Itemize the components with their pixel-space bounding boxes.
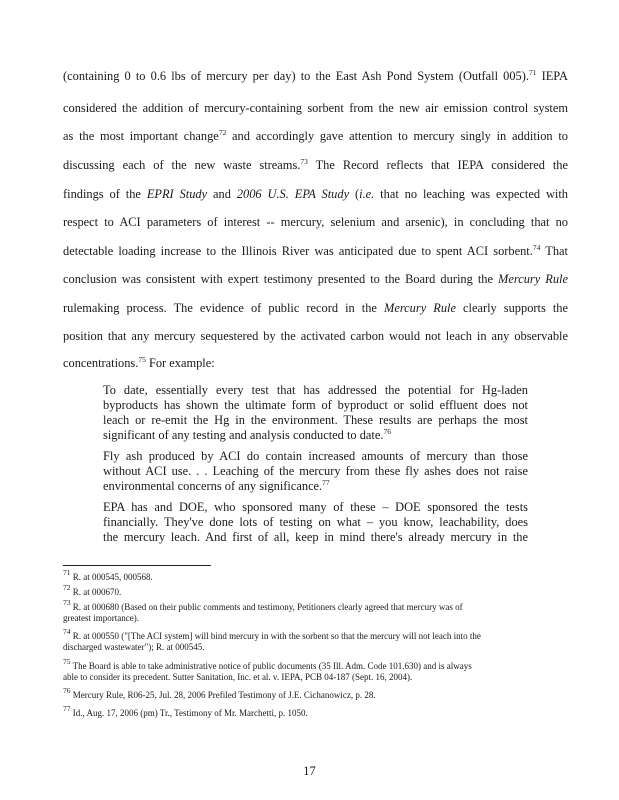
quote-3-line-1: EPA has and DOE, who sponsored many of these – DOE sponsored the tests — [103, 500, 528, 514]
footnote-77: $^{77}$ Id., Aug. 17, 2006 (pm) Tr., Testimony of Mr. Marchetti, p. 1050. — [63, 704, 308, 718]
footnote-74: $^{74}$ R. at 000550 ("[The ACI system] will bind mercury in with the sorbent so that the mercury will not leach into the — [63, 627, 481, 641]
body-line-2: considered the addition of mercury-containing sorbent from the new air emission control system — [63, 101, 568, 115]
footnote-74-cont: discharged wastewater"); R. at 000545. — [63, 642, 205, 652]
body-line-10: position that any mercury sequestered by the activated carbon would not leach in any observable — [63, 329, 568, 343]
quote-1-line-4: significant of any testing and analysis conducted to date.$^{76}$ — [103, 427, 391, 442]
footnote-71: $^{71}$ R. at 000545, 000568. — [63, 568, 153, 582]
footnote-75-cont: able to consider its precedent. Sutter Sanitation, Inc. et al. v. IEPA, PCB 04-187 (Sept. 16, 2004). — [63, 672, 413, 682]
footnote-72: $^{72}$ R. at 000670. — [63, 583, 122, 597]
page-number: 17 — [303, 764, 316, 778]
body-line-8: conclusion was consistent with expert testimony presented to the Board during the Mercury Rule — [63, 272, 568, 286]
quote-2-line-3: environmental concerns of any significance.$^{77}$ — [103, 478, 330, 493]
quote-2-line-2: without ACI use. . . Leaching of the mercury from these fly ashes does not raise — [103, 464, 528, 478]
body-line-3: as the most important change$^{72}$ and accordingly gave attention to mercury singly in addition to — [63, 128, 568, 143]
body-line-6: respect to ACI parameters of interest -- mercury, selenium and arsenic), in concluding that no — [63, 215, 568, 229]
quote-1-line-3: leach or re-emit the Hg in the environment. These results are perhaps the most — [103, 413, 528, 427]
body-line-5: findings of the EPRI Study and 2006 U.S. EPA Study (i.e. that no leaching was expected with — [63, 187, 568, 201]
footnote-separator — [63, 565, 211, 566]
quote-1-line-2: byproducts has shown the ultimate form of byproduct or solid effluent does not — [103, 398, 528, 412]
quote-1-line-1: To date, essentially every test that has addressed the potential for Hg-laden — [103, 383, 528, 397]
body-line-7: detectable loading increase to the Illinois River was anticipated due to spent ACI sorbent.$^{74}$ That — [63, 243, 568, 258]
quote-2-line-1: Fly ash produced by ACI do contain increased amounts of mercury than those — [103, 449, 528, 463]
quote-3-line-2: financially. They've done lots of testing on what – you know, leachability, does — [103, 515, 528, 529]
body-line-1: (containing 0 to 0.6 lbs of mercury per day) to the East Ash Pond System (Outfall 005).$^{71}$ IEPA — [63, 68, 568, 83]
quote-3-line-3: the mercury leach. And first of all, keep in mind there's already mercury in the — [103, 530, 528, 544]
body-line-9: rulemaking process. The evidence of public record in the Mercury Rule clearly supports the — [63, 301, 568, 315]
body-line-11: concentrations.$^{75}$ For example: — [63, 355, 215, 370]
footnote-76: $^{76}$ Mercury Rule, R06-25, Jul. 28, 2006 Prefiled Testimony of J.E. Cichanowicz, p. 28. — [63, 686, 376, 700]
footnote-73: $^{73}$ R. at 000680 (Based on their public comments and testimony, Petitioners clearly agreed that mercury was of — [63, 598, 463, 612]
body-line-4: discussing each of the new waste streams.$^{73}$ The Record reflects that IEPA considered the — [63, 157, 568, 172]
footnote-73-cont: greatest importance). — [63, 613, 139, 623]
footnote-75: $^{75}$ The Board is able to take administrative notice of public documents (35 Ill. Adm. Code 101.630) and is always — [63, 657, 472, 671]
